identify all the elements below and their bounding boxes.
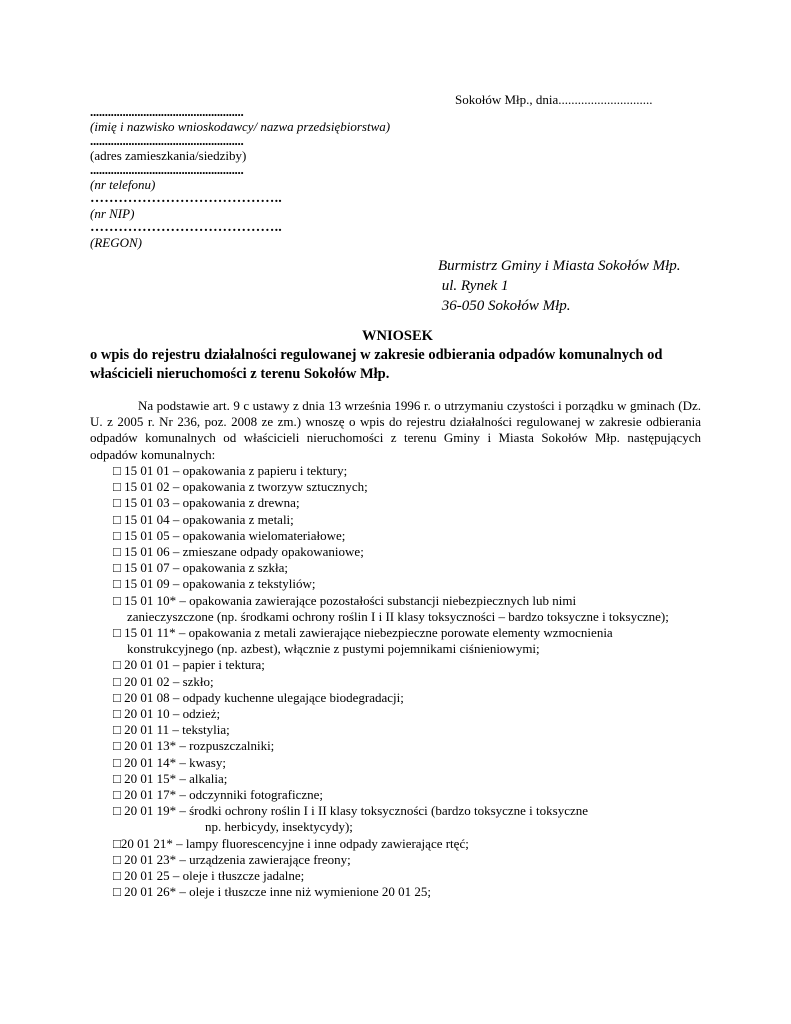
waste-item: □ 20 01 23* – urządzenia zawierające freony; (113, 851, 351, 867)
waste-item: □ 20 01 19* – środki ochrony roślin I i II klasy toksyczności (bardzo toksyczne i toksyczne np. herbicydy, insektycydy); (113, 803, 703, 835)
waste-item: □ 15 01 03 – opakowania z drewna; (113, 495, 300, 511)
regon-label: (REGON) (90, 235, 142, 250)
request-body (90, 398, 701, 463)
waste-item: □ 20 01 01 – papier i tektura; (113, 657, 265, 673)
waste-item: □ 20 01 10 – odzież; (113, 706, 221, 722)
waste-item: □ 15 01 10* – opakowania zawierające pozostałości substancji niebezpiecznych lub nimi zanieczyszczone (np. środkami ochrony roślin I i II klasy toksyczności – bardzo toksyczne i toksyczne); (113, 593, 703, 625)
phone-label: (nr telefonu) (90, 177, 156, 192)
waste-item: □ 20 01 25 – oleje i tłuszcze jadalne; (113, 868, 305, 884)
waste-item: □ 20 01 13* – rozpuszczalniki; (113, 738, 275, 754)
waste-item: □ 20 01 14* – kwasy; (113, 754, 226, 770)
waste-item: □ 15 01 02 – opakowania z tworzyw sztucznych; (113, 479, 368, 495)
waste-item: □ 15 01 11* – opakowania z metali zawierające niebezpieczne porowate elementy wzmocnienia konstrukcyjnego (np. azbest), włącznie z pustymi pojemnikami ciśnieniowymi; (113, 625, 703, 657)
waste-item: □ 20 01 11 – tekstylia; (113, 722, 230, 738)
title-heading: WNIOSEK (362, 328, 433, 344)
waste-item: □ 20 01 15* – alkalia; (113, 770, 228, 786)
title-subtitle: o wpis do rejestru działalności regulowanej w zakresie odbierania odpadów komunalnych od właścicieli nieruchomości z terenu Sokołów Młp. (90, 347, 663, 382)
name-label: (imię i nazwisko wnioskodawcy/ nazwa przedsiębiorstwa) (90, 119, 391, 134)
waste-item: □ 15 01 09 – opakowania z tekstyliów; (113, 576, 316, 592)
name-fill-line: .................................................... (90, 104, 244, 119)
phone-fill-line: .................................................... (90, 162, 244, 177)
recipient-city: 36-050 Sokołów Młp. (438, 298, 571, 314)
recipient-address (438, 256, 681, 316)
request-paragraph: Na podstawie art. 9 c ustawy z dnia 13 września 1996 r. o utrzymaniu czystości i porządku w gminach (Dz. U. z 2005 r. Nr 236, poz. 2008 ze zm.) wnoszę o wpis do rejestru działalności regulowanej w zakresie odbierania odpadów komunalnych od właścicieli nieruchomości z terenu Gminy i Miasta Sokołów Młp. następujących odpadów komunalnych: (90, 398, 701, 462)
waste-item: □ 15 01 04 – opakowania z metali; (113, 511, 294, 527)
waste-item-continuation: zanieczyszczone (np. środkami ochrony roślin I i II klasy toksyczności – bardzo toksyczne i toksyczne); (127, 608, 669, 624)
document-title (90, 327, 705, 384)
waste-item: □ 20 01 08 – odpady kuchenne ulegające biodegradacji; (113, 689, 404, 705)
place-date-line: Sokołów Młp., dnia............................. (455, 92, 653, 107)
waste-item: □20 01 21* – lampy fluorescencyjne i inne odpady zawierające rtęć; (113, 835, 469, 851)
waste-item: □ 20 01 02 – szkło; (113, 673, 214, 689)
address-fill-line: .................................................... (90, 133, 244, 148)
waste-item: □ 15 01 07 – opakowania z szkła; (113, 560, 289, 576)
recipient-street: ul. Rynek 1 (438, 278, 509, 294)
nip-fill-line: ………………………………….. (90, 191, 282, 206)
waste-item: □ 15 01 06 – zmieszane odpady opakowaniowe; (113, 544, 364, 560)
waste-code-list (113, 463, 703, 900)
applicant-block (90, 105, 410, 250)
waste-item: □ 15 01 05 – opakowania wielomateriałowe; (113, 527, 346, 543)
recipient-name: Burmistrz Gminy i Miasta Sokołów Młp. (438, 258, 681, 274)
address-label: (adres zamieszkania/siedziby) (90, 148, 247, 163)
waste-item: □ 15 01 01 – opakowania z papieru i tektury; (113, 463, 348, 478)
waste-item: □ 20 01 17* – odczynniki fotograficzne; (113, 787, 324, 803)
waste-item-continuation: konstrukcyjnego (np. azbest), włącznie z pustymi pojemnikami ciśnieniowymi; (127, 641, 540, 657)
regon-fill-line: ………………………………….. (90, 220, 282, 235)
waste-item-continuation: np. herbicydy, insektycydy); (205, 819, 353, 835)
nip-label: (nr NIP) (90, 206, 135, 221)
waste-item: □ 20 01 26* – oleje i tłuszcze inne niż wymienione 20 01 25; (113, 884, 431, 900)
